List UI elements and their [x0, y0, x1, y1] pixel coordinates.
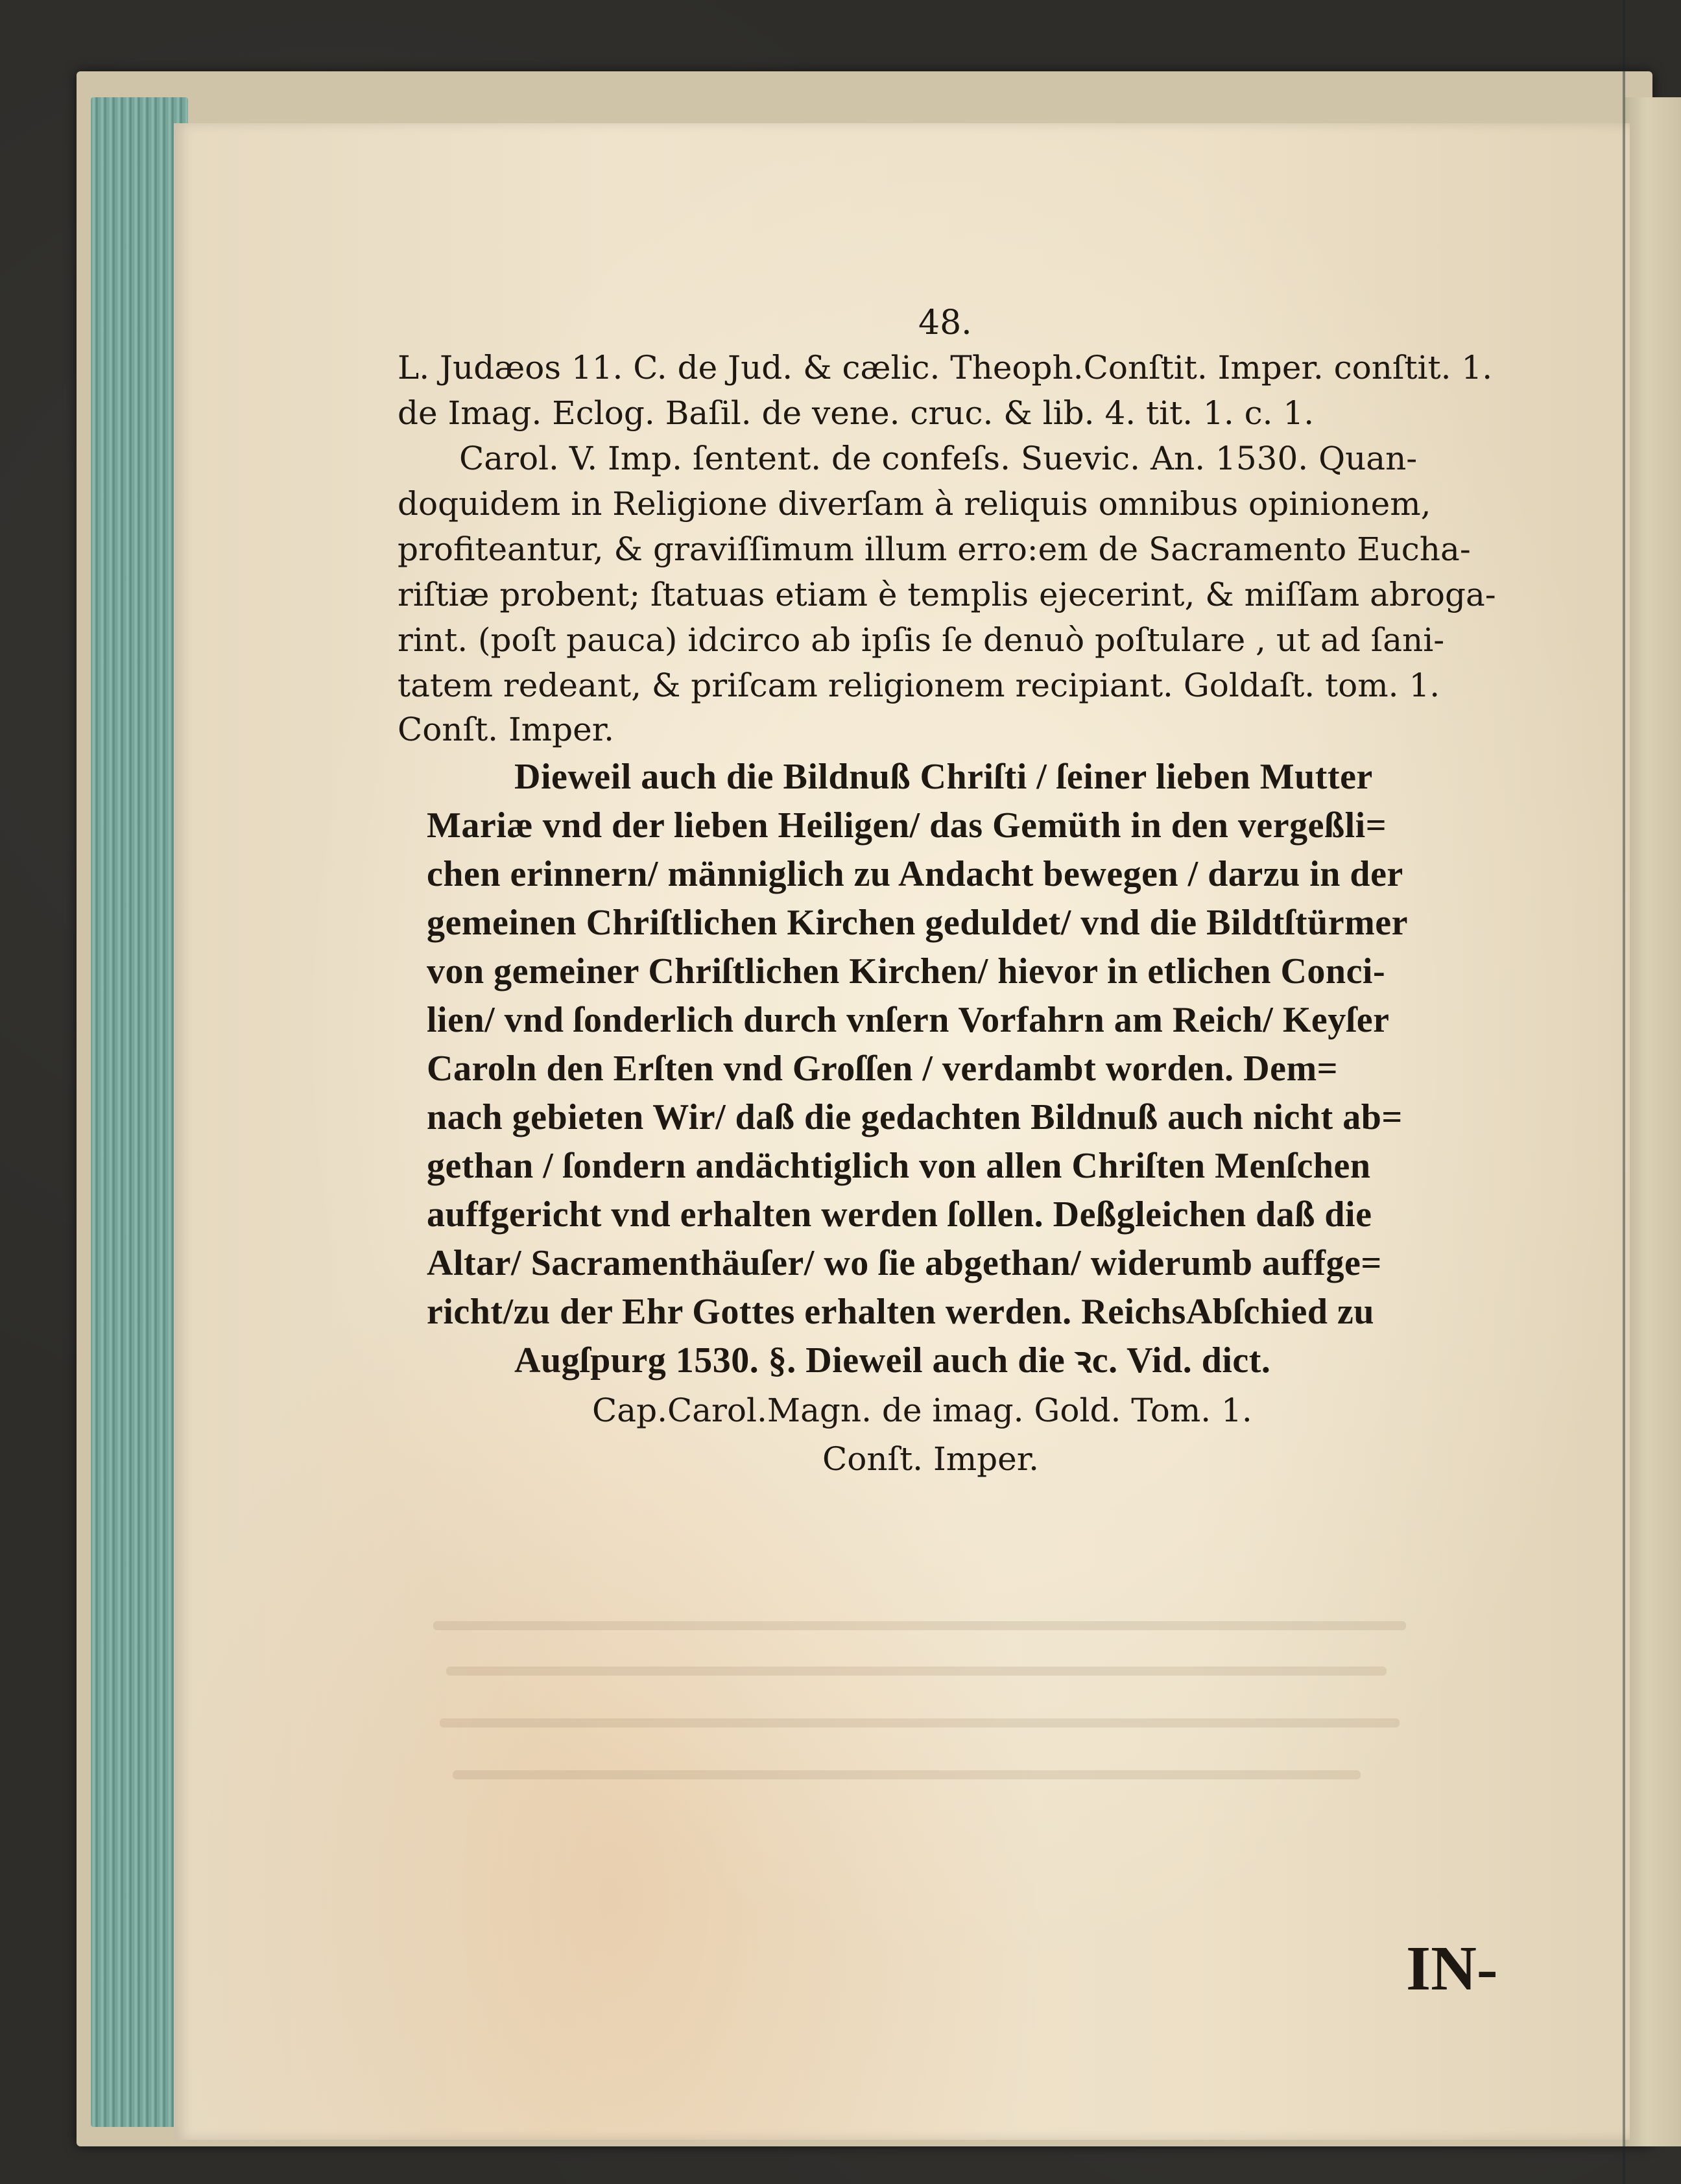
- german-line: Caroln den Erſten vnd Groſſen / verdambt worden. Dem=: [427, 1049, 1339, 1089]
- latin-line: Carol. V. Imp. ſentent. de confeſs. Suevic. An. 1530. Quan-: [459, 440, 1418, 477]
- german-line: von gemeiner Chriſtlichen Kirchen/ hievor in etlichen Conci-: [427, 951, 1386, 991]
- latin-line: Conſt. Imper.: [822, 1440, 1040, 1478]
- german-line: richt/zu der Ehr Gottes erhalten werden. ReichsAbſchied zu: [427, 1292, 1375, 1332]
- latin-line: riſtiæ probent; ſtatuas etiam è templis ejecerint, & miſſam abroga-: [398, 576, 1496, 613]
- german-line: Augſpurg 1530. §. Dieweil auch die ꝛc. Vid. dict.: [514, 1340, 1271, 1381]
- show-through-mark: [453, 1770, 1361, 1779]
- latin-line: L. Judæos 11. C. de Jud. & cælic. Theoph.Conſtit. Imper. conſtit. 1.: [398, 349, 1493, 386]
- german-line: Dieweil auch die Bildnuß Chriſti / ſeiner lieben Mutter: [514, 757, 1373, 797]
- catchword: IN-: [1406, 1934, 1498, 2004]
- german-line: gemeinen Chriſtlichen Kirchen geduldet/ vnd die Bildtſtürmer: [427, 903, 1408, 943]
- latin-line: Conſt. Imper.: [398, 711, 615, 748]
- german-line: chen erinnern/ männiglich zu Andacht bewegen / darzu in der: [427, 854, 1403, 894]
- facing-page-edge: [1625, 97, 1681, 2146]
- latin-line: doquidem in Religione diverſam à reliquis omnibus opinionem,: [398, 485, 1431, 523]
- german-line: nach gebieten Wir/ daß die gedachten Bildnuß auch nicht ab=: [427, 1097, 1403, 1137]
- german-line: Altar/ Sacramenthäuſer/ wo ſie abgethan/ widerumb auffge=: [427, 1243, 1382, 1283]
- book-page: [174, 123, 1630, 2140]
- glass-plate-edge: [1623, 0, 1625, 2184]
- latin-line: profiteantur, & graviſſimum illum erro:em de Sacramento Eucha-: [398, 530, 1471, 568]
- show-through-mark: [433, 1621, 1406, 1630]
- german-line: Mariæ vnd der lieben Heiligen/ das Gemüth in den vergeßli=: [427, 805, 1387, 846]
- latin-line: de Imag. Eclog. Baſil. de vene. cruc. & lib. 4. tit. 1. c. 1.: [398, 394, 1315, 432]
- german-line: lien/ vnd ſonderlich durch vnſern Vorfahrn am Reich/ Keyſer: [427, 1000, 1390, 1040]
- latin-line: tatem redeant, & priſcam religionem recipiant. Goldaſt. tom. 1.: [398, 667, 1440, 704]
- latin-line: rint. (poſt pauca) idcirco ab ipſis ſe denuò poſtulare , ut ad ſani-: [398, 621, 1445, 659]
- show-through-mark: [446, 1667, 1387, 1676]
- latin-line: Cap.Carol.Magn. de imag. Gold. Tom. 1.: [592, 1392, 1252, 1429]
- german-line: auffgericht vnd erhalten werden ſollen. Deßgleichen daß die: [427, 1194, 1372, 1235]
- page-number: 48.: [918, 303, 972, 342]
- show-through-mark: [440, 1718, 1400, 1727]
- german-line: gethan / ſondern andächtiglich von allen Chriſten Menſchen: [427, 1146, 1371, 1186]
